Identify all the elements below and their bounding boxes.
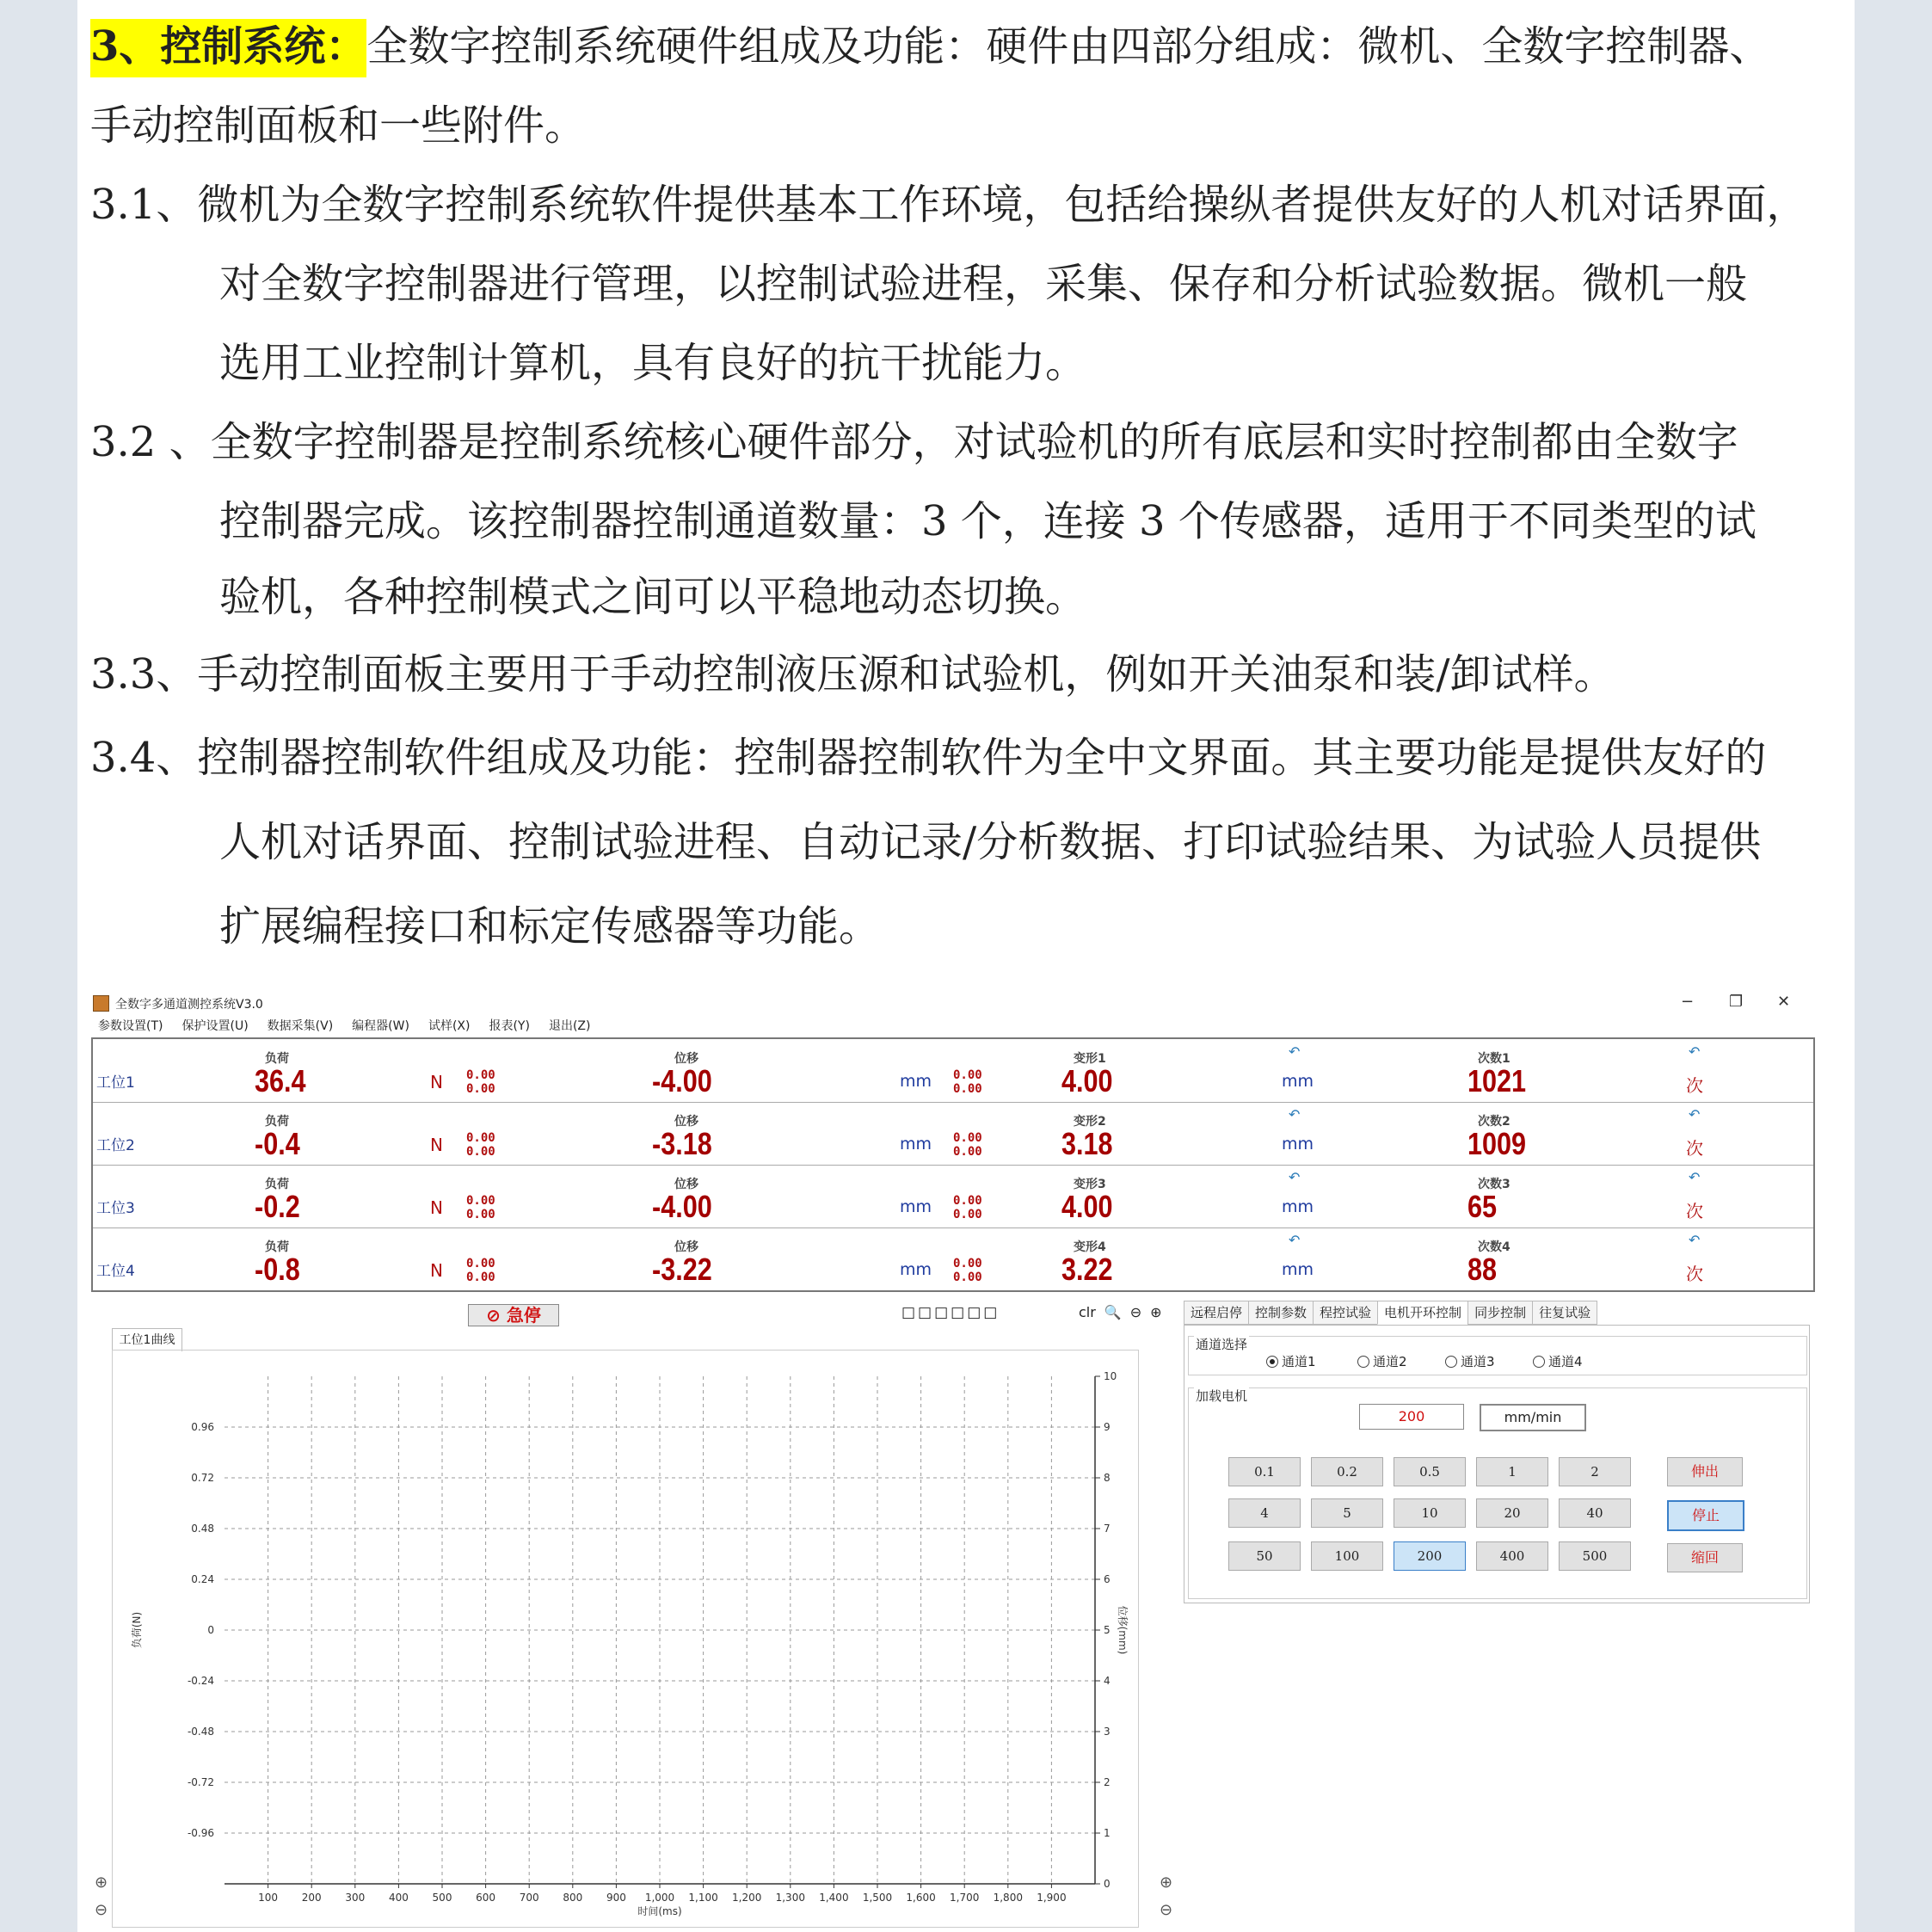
y2-tick-label: 9	[1104, 1421, 1111, 1433]
zoom-in-icon[interactable]: ⊕	[95, 1874, 108, 1892]
radio-dot[interactable]	[1266, 1356, 1278, 1368]
reset-icon[interactable]: ↶	[1289, 1043, 1301, 1060]
extend-button[interactable]: 伸出	[1667, 1457, 1743, 1486]
y2-tick-label: 8	[1104, 1472, 1111, 1484]
zoom-in-icon[interactable]: ⊕	[1150, 1304, 1162, 1320]
speed-input[interactable]: 200	[1359, 1404, 1464, 1430]
deformation-label: 变形3	[1074, 1178, 1106, 1191]
radio-channel-1[interactable]	[1266, 1352, 1316, 1370]
displacement-value: -3.22	[652, 1252, 712, 1287]
motor-control-panel	[1184, 1325, 1810, 1603]
load-value: -0.2	[255, 1189, 300, 1224]
load-value: -0.4	[255, 1126, 300, 1161]
mini-value: 0.00	[953, 1068, 982, 1082]
y-tick-label: -0.48	[187, 1726, 214, 1738]
x-tick-label: 100	[258, 1892, 279, 1904]
speed-button[interactable]: 4	[1228, 1498, 1301, 1528]
radio-dot[interactable]	[1533, 1356, 1545, 1368]
deformation-value: 3.22	[1061, 1252, 1113, 1287]
reset-icon[interactable]: ↶	[1289, 1106, 1301, 1123]
menu-programmer[interactable]: 编程器(W)	[352, 1019, 409, 1033]
tab-station1-curve[interactable]: 工位1曲线	[112, 1328, 182, 1351]
channel-checkboxes[interactable]: □□□□□□	[901, 1304, 1000, 1321]
minimize-button[interactable]: −	[1681, 993, 1695, 1011]
mini-value: 0.00	[953, 1082, 982, 1096]
reset-icon[interactable]: ↶	[1289, 1232, 1301, 1248]
document-text	[90, 7, 1828, 969]
x-tick-label: 700	[519, 1892, 539, 1904]
load-unit: N	[430, 1197, 443, 1218]
x-tick-label: 1,900	[1037, 1892, 1067, 1904]
emergency-stop-button[interactable]: ⊘ 急停	[468, 1304, 559, 1326]
mini-value: 0.00	[953, 1145, 982, 1159]
x-tick-label: 900	[606, 1892, 626, 1904]
y2-tick-label: 3	[1104, 1726, 1111, 1738]
mini-value: 0.00	[466, 1208, 495, 1221]
mini-value: 0.00	[953, 1131, 982, 1145]
load-unit: N	[430, 1260, 443, 1281]
app-icon	[93, 995, 109, 1012]
channel-select-group	[1188, 1336, 1807, 1375]
mini-value: 0.00	[466, 1145, 495, 1159]
loading-motor-group	[1188, 1387, 1807, 1599]
y2-tick-label: 2	[1104, 1776, 1111, 1788]
station-label: 工位3	[96, 1200, 135, 1217]
x-tick-label: 400	[388, 1892, 409, 1904]
station-row	[93, 1039, 1813, 1103]
zoom-out-icon[interactable]: ⊖	[1129, 1304, 1142, 1320]
mini-value: 0.00	[466, 1068, 495, 1082]
close-button[interactable]: ✕	[1777, 993, 1791, 1011]
x-tick-label: 1,400	[819, 1892, 849, 1904]
tab-remote-start-stop[interactable]: 远程启停	[1184, 1301, 1248, 1325]
group-title: 通道选择	[1196, 1337, 1248, 1352]
y-tick-label: -0.72	[187, 1776, 214, 1788]
mini-value: 0.00	[466, 1194, 495, 1208]
zoom-in-icon[interactable]: ⊕	[1160, 1874, 1173, 1892]
menu-specimen[interactable]: 试样(X)	[428, 1019, 471, 1033]
y-tick-label: -0.24	[187, 1675, 214, 1687]
deformation-label: 变形1	[1074, 1052, 1106, 1066]
x-axis-label: 时间(ms)	[637, 1905, 682, 1917]
y2-axis-label: 位移(mm)	[1117, 1605, 1129, 1655]
x-tick-label: 1,000	[644, 1892, 675, 1904]
load-mini-values	[466, 1194, 495, 1221]
load-value: 36.4	[255, 1063, 306, 1098]
load-unit: N	[430, 1135, 443, 1155]
speed-button[interactable]: 100	[1311, 1541, 1383, 1571]
station-readout-panel	[91, 1037, 1815, 1292]
tab-motor-open-loop[interactable]: 电机开环控制	[1377, 1301, 1467, 1325]
x-tick-label: 200	[301, 1892, 322, 1904]
displacement-unit: mm	[900, 1260, 932, 1279]
y-tick-label: 0.24	[191, 1573, 214, 1585]
curve-chart	[113, 1351, 1138, 1927]
load-unit: N	[430, 1072, 443, 1092]
x-tick-label: 1,500	[862, 1892, 893, 1904]
paragraph-3-1-line-3: 选用工业控制计算机，具有良好的抗干扰能力。	[219, 339, 1087, 387]
y2-tick-label: 6	[1104, 1573, 1111, 1585]
speed-button[interactable]: 500	[1559, 1541, 1631, 1571]
count-value: 65	[1467, 1189, 1498, 1224]
speed-button[interactable]: 0.1	[1228, 1457, 1301, 1486]
radio-label: 通道4	[1548, 1354, 1583, 1369]
paragraph-3-4-line-2: 人机对话界面、控制试验进程、自动记录/分析数据、打印试验结果、为试验人员提供	[219, 818, 1762, 866]
reset-icon[interactable]: ↶	[1689, 1169, 1701, 1185]
y2-tick-label: 1	[1104, 1827, 1111, 1839]
deformation-unit: mm	[1282, 1072, 1314, 1091]
heading-paragraph	[90, 7, 1828, 86]
speed-button[interactable]: 10	[1394, 1498, 1466, 1528]
station-label: 工位1	[96, 1074, 135, 1092]
y-axis-label: 负荷(N)	[131, 1611, 143, 1649]
speed-button[interactable]: 0.5	[1394, 1457, 1466, 1486]
count-value: 1009	[1467, 1126, 1527, 1161]
menu-exit[interactable]: 退出(Z)	[548, 1019, 591, 1033]
station-row	[93, 1165, 1813, 1228]
speed-button[interactable]: 5	[1311, 1498, 1383, 1528]
deformation-unit: mm	[1282, 1197, 1314, 1216]
group-title: 加载电机	[1196, 1388, 1248, 1404]
load-mini-values	[466, 1131, 495, 1159]
paragraph-3-1-line-2: 对全数字控制器进行管理，以控制试验进程，采集、保存和分析试验数据。微机一般	[219, 260, 1748, 308]
paragraph-3-4-line-1: 3.4、控制器控制软件组成及功能：控制器控制软件为全中文界面。其主要功能是提供友好的	[90, 734, 1767, 782]
y-tick-label: -0.96	[187, 1827, 214, 1839]
y-tick-label: 0.96	[191, 1421, 214, 1433]
deformation-value: 4.00	[1061, 1063, 1113, 1098]
y-tick-label: 0.72	[191, 1472, 214, 1484]
displacement-label: 位移	[674, 1178, 698, 1191]
displacement-unit: mm	[900, 1197, 932, 1216]
menu-protect-settings[interactable]: 保护设置(U)	[182, 1019, 249, 1033]
chart-frame	[112, 1350, 1139, 1928]
control-tabs	[1184, 1301, 1597, 1325]
stop-button[interactable]: 停止	[1667, 1500, 1744, 1531]
count-value: 88	[1467, 1252, 1498, 1287]
reset-icon[interactable]: ↶	[1689, 1232, 1701, 1248]
displacement-mini-values	[953, 1068, 982, 1096]
reset-icon[interactable]: ↶	[1289, 1169, 1301, 1185]
station-row	[93, 1102, 1813, 1166]
count-label: 次数1	[1478, 1052, 1511, 1066]
load-mini-values	[466, 1068, 495, 1096]
count-unit: 次	[1686, 1075, 1703, 1096]
mini-value: 0.00	[953, 1208, 982, 1221]
displacement-unit: mm	[900, 1135, 932, 1154]
deformation-label: 变形2	[1074, 1115, 1106, 1129]
paragraph-3-1-line-1: 3.1、微机为全数字控制系统软件提供基本工作环境，包括给操纵者提供友好的人机对话界面，	[90, 181, 1808, 229]
y2-tick-label: 7	[1104, 1523, 1111, 1535]
zoom-out-icon[interactable]: ⊖	[1160, 1901, 1173, 1919]
load-label: 负荷	[265, 1115, 289, 1129]
displacement-unit: mm	[900, 1072, 932, 1091]
displacement-label: 位移	[674, 1115, 698, 1129]
count-label: 次数4	[1478, 1240, 1511, 1254]
speed-button[interactable]: 2	[1559, 1457, 1631, 1486]
radio-label: 通道3	[1461, 1354, 1495, 1369]
y2-tick-label: 4	[1104, 1675, 1111, 1687]
mini-value: 0.00	[953, 1194, 982, 1208]
x-tick-label: 1,300	[775, 1892, 805, 1904]
x-tick-label: 800	[563, 1892, 583, 1904]
menu-data-acquisition[interactable]: 数据采集(V)	[267, 1019, 334, 1033]
speed-button[interactable]: 200	[1394, 1541, 1466, 1571]
paragraph-3-3: 3.3、手动控制面板主要用于手动控制液压源和试验机，例如开关油泵和装/卸试样。	[90, 650, 1615, 698]
y2-tick-label: 10	[1104, 1370, 1117, 1382]
tab-control-params[interactable]: 控制参数	[1248, 1301, 1313, 1325]
window-title: 全数字多通道测控系统V3.0	[115, 998, 263, 1012]
displacement-mini-values	[953, 1131, 982, 1159]
reset-icon[interactable]: ↶	[1689, 1106, 1701, 1123]
section-heading: 3、控制系统：	[90, 19, 366, 77]
x-tick-label: 300	[345, 1892, 366, 1904]
load-label: 负荷	[265, 1240, 289, 1254]
restore-button[interactable]: ❐	[1729, 993, 1744, 1011]
menu-report[interactable]: 报表(Y)	[489, 1019, 530, 1033]
deformation-unit: mm	[1282, 1260, 1314, 1279]
x-tick-label: 1,200	[732, 1892, 762, 1904]
deformation-value: 4.00	[1061, 1189, 1113, 1224]
x-tick-label: 1,800	[993, 1892, 1023, 1904]
x-tick-label: 1,700	[950, 1892, 980, 1904]
count-value: 1021	[1467, 1063, 1527, 1098]
load-mini-values	[466, 1257, 495, 1284]
station-label: 工位2	[96, 1137, 135, 1154]
radio-label: 通道2	[1373, 1354, 1407, 1369]
load-label: 负荷	[265, 1178, 289, 1191]
deformation-value: 3.18	[1061, 1126, 1113, 1161]
radio-dot[interactable]	[1357, 1356, 1369, 1368]
displacement-label: 位移	[674, 1240, 698, 1254]
y2-tick-label: 5	[1104, 1624, 1111, 1636]
deformation-label: 变形4	[1074, 1240, 1106, 1254]
count-label: 次数2	[1478, 1115, 1511, 1129]
deformation-unit: mm	[1282, 1135, 1314, 1154]
displacement-mini-values	[953, 1257, 982, 1284]
station-label: 工位4	[96, 1263, 135, 1280]
mini-value: 0.00	[466, 1131, 495, 1145]
tab-sync-control[interactable]: 同步控制	[1467, 1301, 1532, 1325]
reset-icon[interactable]: ↶	[1689, 1043, 1701, 1060]
mini-value: 0.00	[466, 1082, 495, 1096]
speed-button[interactable]: 400	[1476, 1541, 1548, 1571]
mini-value: 0.00	[466, 1271, 495, 1284]
paragraph-3-4-line-3: 扩展编程接口和标定传感器等功能。	[219, 902, 881, 951]
radio-channel-2[interactable]	[1357, 1352, 1407, 1370]
chart-toolbar	[1079, 1304, 1162, 1320]
x-tick-label: 500	[432, 1892, 452, 1904]
paragraph-3-2-line-3: 验机，各种控制模式之间可以平稳地动态切换。	[219, 573, 1087, 621]
displacement-value: -4.00	[652, 1063, 712, 1098]
y2-tick-label: 0	[1104, 1878, 1111, 1890]
x-tick-label: 1,600	[906, 1892, 936, 1904]
software-window	[86, 993, 1818, 1932]
x-tick-label: 1,100	[688, 1892, 718, 1904]
count-label: 次数3	[1478, 1178, 1511, 1191]
speed-unit-select[interactable]: mm/min	[1480, 1404, 1586, 1431]
speed-button[interactable]: 1	[1476, 1457, 1548, 1486]
mini-value: 0.00	[466, 1257, 495, 1271]
y-tick-label: 0.48	[191, 1523, 214, 1535]
radio-channel-3[interactable]	[1445, 1352, 1495, 1370]
retract-button[interactable]: 缩回	[1667, 1543, 1743, 1572]
mini-value: 0.00	[953, 1271, 982, 1284]
paragraph-3-2-line-1: 3.2 、全数字控制器是控制系统核心硬件部分，对试验机的所有底层和实时控制都由全数字	[90, 418, 1738, 466]
menu-bar	[98, 1017, 590, 1036]
displacement-mini-values	[953, 1194, 982, 1221]
paragraph-3-2-line-2: 控制器完成。该控制器控制通道数量：3 个，连接 3 个传感器，适用于不同类型的试	[219, 497, 1757, 545]
mini-value: 0.00	[953, 1257, 982, 1271]
menu-param-settings[interactable]: 参数设置(T)	[98, 1019, 163, 1033]
displacement-value: -3.18	[652, 1126, 712, 1161]
magnifier-icon[interactable]: 🔍	[1104, 1304, 1122, 1320]
station-row	[93, 1227, 1813, 1290]
speed-button[interactable]: 0.2	[1311, 1457, 1383, 1486]
tab-program-test[interactable]: 程控试验	[1313, 1301, 1377, 1325]
x-tick-label: 600	[476, 1892, 496, 1904]
displacement-label: 位移	[674, 1052, 698, 1066]
count-unit: 次	[1686, 1264, 1703, 1284]
load-value: -0.8	[255, 1252, 300, 1287]
heading-text: 全数字控制系统硬件组成及功能：硬件由四部分组成：微机、全数字控制器、	[366, 22, 1771, 71]
load-label: 负荷	[265, 1052, 289, 1066]
speed-button[interactable]: 50	[1228, 1541, 1301, 1571]
radio-dot[interactable]	[1445, 1356, 1457, 1368]
clear-button[interactable]: clr	[1079, 1304, 1096, 1320]
title-bar	[86, 993, 1818, 1015]
displacement-value: -4.00	[652, 1189, 712, 1224]
zoom-out-icon[interactable]: ⊖	[95, 1901, 108, 1919]
speed-button[interactable]: 20	[1476, 1498, 1548, 1528]
paragraph-line: 手动控制面板和一些附件。	[90, 102, 587, 150]
count-unit: 次	[1686, 1201, 1703, 1221]
radio-channel-4[interactable]	[1533, 1352, 1583, 1370]
radio-label: 通道1	[1282, 1354, 1316, 1369]
tab-reciprocating-test[interactable]: 往复试验	[1532, 1301, 1597, 1325]
speed-button[interactable]: 40	[1559, 1498, 1631, 1528]
count-unit: 次	[1686, 1138, 1703, 1159]
y-tick-label: 0	[207, 1624, 214, 1636]
